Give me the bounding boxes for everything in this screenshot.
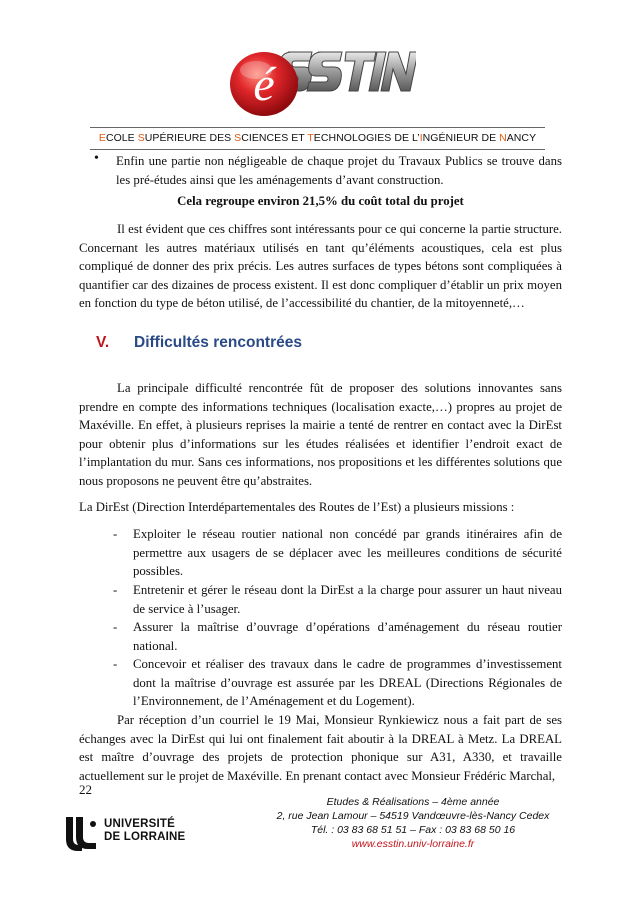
university-name (104, 818, 185, 843)
mission-item: Assurer la maîtrise d’ouvrage d’opérations d’aménagement du réseau routier national. (133, 620, 562, 653)
footer-line-address: 2, rue Jean Lamour – 54519 Vandœuvre-lès-Nancy Cedex (276, 810, 550, 822)
cost-highlight: Cela regroupe environ 21,5% du coût total du projet (177, 194, 464, 208)
school-text: ECHNOLOGIES DE L’ (313, 132, 420, 144)
bullet-text: Enfin une partie non négligeable de chaque projet du Travaux Publics se trouve dans les pré-études ainsi que les aménagements d’avant construction. (116, 154, 562, 187)
school-text: COLE (105, 132, 138, 144)
direst-intro: La DirEst (Direction Interdépartementales des Routes de l’Est) a plusieurs missions : (79, 500, 515, 514)
school-initial: N (499, 132, 507, 144)
school-initial: T (307, 132, 314, 144)
mission-dash: - (113, 657, 118, 671)
svg-text:é: é (253, 58, 275, 111)
school-text: ANCY (506, 132, 537, 144)
school-text: UPÉRIEURE DES (144, 132, 235, 144)
footer-address (238, 795, 588, 851)
mission-dash: - (113, 583, 118, 597)
mission-dash: - (113, 527, 118, 541)
page-number: 22 (79, 782, 92, 797)
school-initial: I (419, 132, 423, 144)
school-initial: S (137, 132, 145, 144)
bullet-marker: • (94, 151, 99, 166)
paragraph-difficulties: La principale difficulté rencontrée fût de proposer des solutions innovantes sans prendre en compte des informations techniques (localisation exacte,…) propres au projet de Maxéville. En effet, à plusieurs reprises la mairie a tenté de rentrer en contact avec la DirEst pour obtenir plus d’informations sur les études réalisées et identifier l’endroit exact de l’implantation du mur. Sans ces informations, nos propositions et les différentes solutions que nous proposons ne peuvent être qu’abstraites. (79, 381, 562, 488)
footer-line-phone: Tél. : 03 83 68 51 51 – Fax : 03 83 68 50 16 (310, 824, 516, 836)
footer-website-link[interactable]: www.esstin.univ-lorraine.fr (351, 838, 475, 850)
university-lorraine-logo-icon (62, 815, 102, 853)
footer-line-program: Etudes & Réalisations – 4ème année (326, 796, 500, 808)
paragraph-cost-analysis: Il est évident que ces chiffres sont intéressants pour ce qui concerne la partie structure. Concernant les autres matériaux utilisés en tant qu’éléments acoustiques, cela est plus compliqué de donner des prix précis. Les autres surfaces de types bétons sont compliquées à quantifier car des dizaines de process existent. Il est donc compliquer d’établir un prix moyen en fonction du type de béton utilisé, de l’accessibilité du chantier, de la mitoyenneté,… (79, 222, 562, 311)
mission-item: Concevoir et réaliser des travaux dans le cadre de programmes d’investissement dont la maîtrise d’ouvrage est assurée par les DREAL (Directions Régionales de l’Environnement, de l’Aménagement et du Logement). (133, 657, 562, 709)
esstin-logo (226, 34, 416, 126)
school-text: NGÉNIEUR DE (422, 132, 500, 144)
mission-item: Entretenir et gérer le réseau dont la DirEst a la charge pour assurer un haut niveau de service à l’usager. (133, 583, 562, 616)
school-text: CIENCES ET (241, 132, 308, 144)
mission-dash: - (113, 620, 118, 634)
university-line-2: DE LORRAINE (104, 830, 186, 843)
school-initial: E (98, 132, 106, 144)
university-line-1: UNIVERSITÉ (104, 818, 176, 830)
school-name-header (90, 127, 545, 150)
paragraph-dreal-contact: Par réception d’un courriel le 19 Mai, Monsieur Rynkiewicz nous a fait part de ses échanges avec la DirEst qui lui ont finalement fait aboutir à la DREAL à Metz. La DREAL est maître d’ouvrage des projets de protection phonique sur A31, A330, et travaille actuellement sur le projet de Maxéville. En prenant contact avec Monsieur Frédéric Marchal, (79, 713, 562, 783)
section-title: Difficultés rencontrées (134, 334, 302, 351)
mission-item: Exploiter le réseau routier national non concédé par grands itinéraires afin de permettre aux usagers de se déplacer avec les meilleures conditions de sécurité possibles. (133, 527, 562, 579)
section-heading (96, 334, 302, 352)
school-initial: S (234, 132, 242, 144)
section-number: V. (96, 334, 110, 351)
